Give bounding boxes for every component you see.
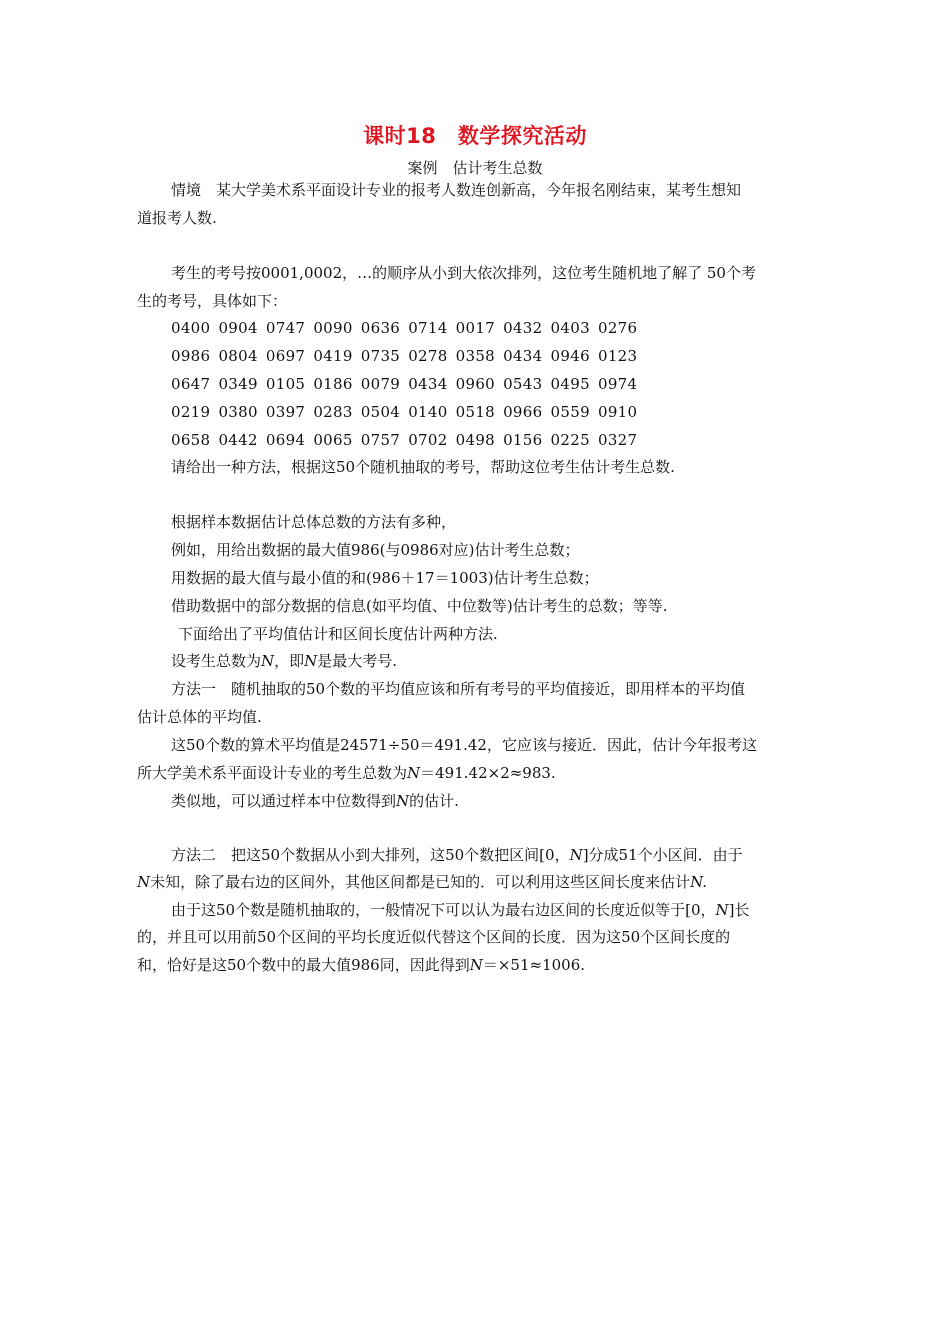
method2-text: ]长 <box>728 901 750 919</box>
method2-text: ]分成51个小区间．由于 <box>582 846 743 864</box>
method2-line-3 <box>171 900 817 920</box>
set-n-text-c: 是最大考号. <box>317 652 398 670</box>
problem-line-1: 考生的考号按0001,0002，…的顺序从小到大依次排列，这位考生随机地了解了 50个考 <box>171 264 756 282</box>
situation-line-1: 情境 某大学美术系平面设计专业的报考人数连创新高，今年报名刚结束，某考生想知 <box>171 181 742 199</box>
method1-line-5 <box>171 791 817 811</box>
method1-text: 的估计. <box>409 792 459 810</box>
method2-line-1 <box>171 845 817 865</box>
variable-n: N <box>715 901 729 919</box>
variable-n: N <box>469 956 483 974</box>
method1-text: 所大学美术系平面设计专业的考生总数为 <box>137 764 408 782</box>
method2-text: 由于这50个数是随机抽取的，一般情况下可以认为最右边区间的长度近似等于[0， <box>171 901 716 919</box>
number-row-2: 0986 0804 0697 0419 0735 0278 0358 0434 0946 0123 <box>171 347 638 365</box>
number-row-1: 0400 0904 0747 0090 0636 0714 0017 0432 0403 0276 <box>171 319 638 337</box>
method1-formula: ＝491.42×2≈983. <box>420 764 556 782</box>
lesson-title: 课时18 数学探究活动 <box>363 124 587 148</box>
methods-intro-5: 下面给出了平均值估计和区间长度估计两种方法. <box>178 625 498 643</box>
method1-line-1: 方法一 随机抽取的50个数的平均值应该和所有考号的平均值接近，即用样本的平均值 <box>171 680 746 698</box>
method2-text: 未知，除了最右边的区间外，其他区间都是已知的．可以利用这些区间长度来估计 <box>150 873 691 891</box>
variable-n: N <box>304 652 318 670</box>
set-n-text-b: ，即 <box>274 652 305 670</box>
variable-n: N <box>569 846 583 864</box>
problem-line-2: 生的考号，具体如下： <box>137 292 288 310</box>
number-row-4: 0219 0380 0397 0283 0504 0140 0518 0966 0559 0910 <box>171 403 638 421</box>
number-row-5: 0658 0442 0694 0065 0757 0702 0498 0156 0225 0327 <box>171 431 638 449</box>
method1-line-4 <box>137 763 817 783</box>
methods-intro-2: 例如，用给出数据的最大值986(与0986对应)估计考生总数； <box>171 541 580 559</box>
methods-intro-4: 借助数据中的部分数据的信息(如平均值、中位数等)估计考生的总数；等等. <box>171 597 668 615</box>
method2-line-2 <box>137 872 817 892</box>
set-n-line <box>171 651 817 671</box>
situation-line-2: 道报考人数. <box>137 209 217 227</box>
method2-line-5 <box>137 955 817 975</box>
methods-intro-3: 用数据的最大值与最小值的和(986＋17＝1003)估计考生总数； <box>171 569 599 587</box>
method1-line-3: 这50个数的算术平均值是24571÷50＝491.42，它应该与接近．因此，估计今年报考这 <box>171 736 757 754</box>
set-n-text-a: 设考生总数为 <box>171 652 262 670</box>
method2-text: 和，恰好是这50个数中的最大值986同，因此得到 <box>137 956 470 974</box>
case-subtitle: 案例 估计考生总数 <box>407 159 543 177</box>
variable-n: N <box>261 652 275 670</box>
methods-intro-1: 根据样本数据估计总体总数的方法有多种， <box>171 513 457 531</box>
method2-text: 方法二 把这50个数据从小到大排列，这50个数把区间[0， <box>171 846 570 864</box>
variable-n: N <box>407 764 421 782</box>
method2-formula: ＝×51≈1006. <box>482 956 586 974</box>
method2-line-4: 的，并且可以用前50个区间的平均长度近似代替这个区间的长度．因为这50个区间长度的 <box>137 928 731 946</box>
method1-text: 类似地，可以通过样本中位数得到 <box>171 792 397 810</box>
number-row-3: 0647 0349 0105 0186 0079 0434 0960 0543 0495 0974 <box>171 375 638 393</box>
variable-n: N <box>396 792 410 810</box>
method1-line-2: 估计总体的平均值. <box>137 708 262 726</box>
variable-n: N. <box>690 873 708 891</box>
question-text: 请给出一种方法，根据这50个随机抽取的考号，帮助这位考生估计考生总数. <box>171 458 675 476</box>
variable-n: N <box>137 873 151 891</box>
